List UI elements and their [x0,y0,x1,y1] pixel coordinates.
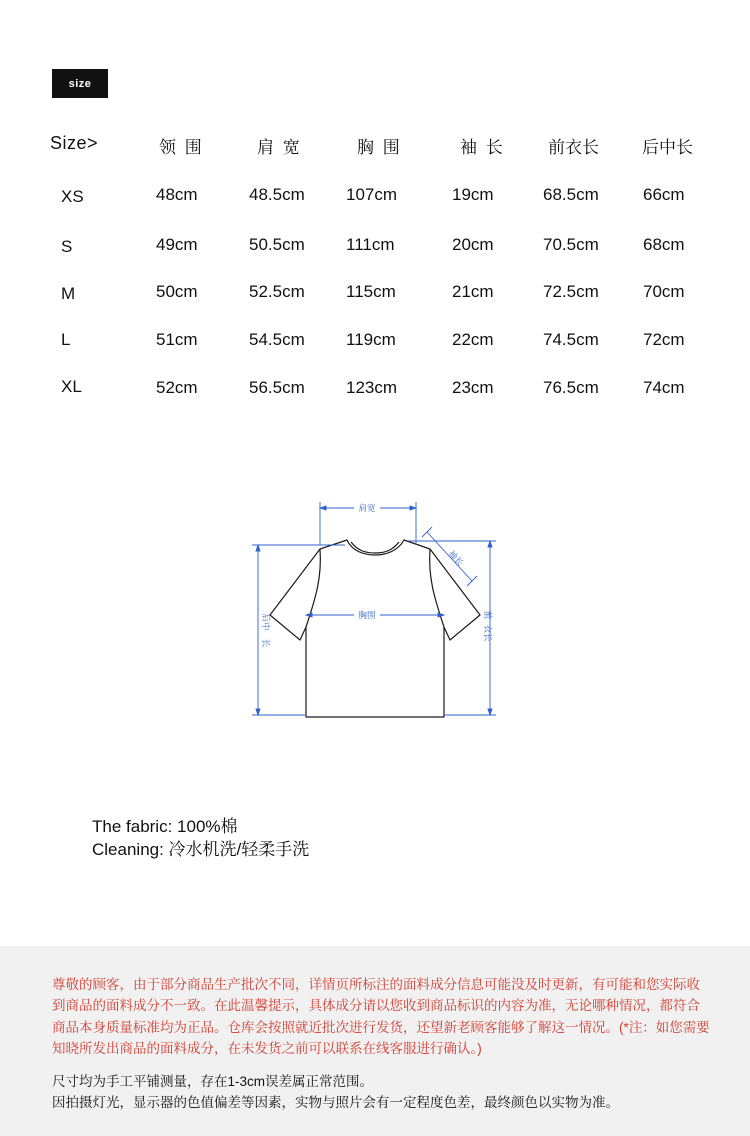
table-cell: 56.5cm [249,378,305,397]
table-cell: 111cm [346,235,395,254]
table-cell: 52.5cm [249,282,305,301]
table-header-back-length: 后中长 [642,138,693,157]
table-header-front-length: 前衣长 [548,138,599,157]
table-cell: 52cm [156,378,198,397]
notice-red-text: 尊敬的顾客，由于部分商品生产批次不同，详情页所标注的面料成分信息可能没及时更新，有可能和您实际收到商品的面料成分不一致。在此温馨提示，具体成分请以您收到商品标识的内容为准，无论哪种情况，都符合商品本身质量标准均为正品。仓库会按照就近批次进行发货，还望新老顾客能够了解这一情况。(*注：如您需要知晓所发出商品的面料成分，在未发货之前可以联系在线客服进行确认。) [52,977,710,1056]
table-cell: 23cm [452,378,494,397]
back-length-label-top: 后中 [261,613,271,631]
table-cell: 115cm [346,282,396,301]
size-table [0,0,750,420]
fabric-material: The fabric: 100%棉 [92,817,238,836]
table-cell: 76.5cm [543,378,599,397]
table-cell: 74cm [643,378,685,397]
tshirt-outline [270,540,480,717]
size-tag: size [52,69,108,98]
table-cell: 48.5cm [249,185,305,204]
notice-panel [0,946,750,1136]
table-cell: 22cm [452,330,494,349]
chest-label: 胸围 [358,610,376,620]
table-cell: 51cm [156,330,198,349]
table-cell: 70.5cm [543,235,599,254]
front-length-label-top: 前 [483,610,493,620]
table-cell: 72cm [643,330,685,349]
shoulder-label: 肩宽 [358,503,376,513]
table-cell-size: M [61,284,76,303]
table-cell: 68.5cm [543,185,599,204]
table-cell-size: XL [61,377,82,396]
tshirt-measurement-diagram [250,497,500,722]
front-length-label-bottom: 衣长 [483,624,493,642]
notice-line-2: 因拍摄灯光，显示器的色值偏差等因素，实物与照片会有一定程度色差，最终颜色以实物为准。 [52,1095,619,1111]
table-cell: 19cm [452,185,494,204]
table-header-size: Size> [50,133,99,153]
notice-line-1: 尺寸均为手工平铺测量，存在1-3cm误差属正常范围。 [52,1074,374,1089]
table-cell: 54.5cm [249,330,305,349]
sleeve-label: 袖长 [446,548,466,568]
table-cell: 50.5cm [249,235,305,254]
table-header-sleeve: 袖 长 [460,138,505,157]
table-cell: 107cm [346,185,398,204]
back-length-label-bottom: 长 [261,638,271,648]
table-cell: 119cm [346,330,396,349]
fabric-cleaning: Cleaning: 冷水机洗/轻柔手洗 [92,840,310,859]
table-cell: 20cm [452,235,494,254]
table-cell: 66cm [643,185,685,204]
table-cell: 74.5cm [543,330,599,349]
table-cell-size: L [61,330,71,349]
fabric-info [92,815,309,861]
table-cell: 70cm [643,282,685,301]
table-cell: 21cm [452,282,494,301]
table-header-chest: 胸 围 [357,138,402,157]
table-cell: 68cm [643,235,685,254]
notice-black-text [52,1071,722,1114]
table-cell: 123cm [346,378,398,397]
table-cell: 48cm [156,185,198,204]
table-cell: 50cm [156,282,198,301]
table-cell: 49cm [156,235,198,254]
measurement-lines [252,502,496,715]
table-cell: 72.5cm [543,282,599,301]
table-header-shoulder: 肩 宽 [257,138,302,157]
table-header-collar: 领 围 [159,138,204,157]
table-cell-size: XS [61,187,84,206]
table-cell-size: S [61,237,73,256]
